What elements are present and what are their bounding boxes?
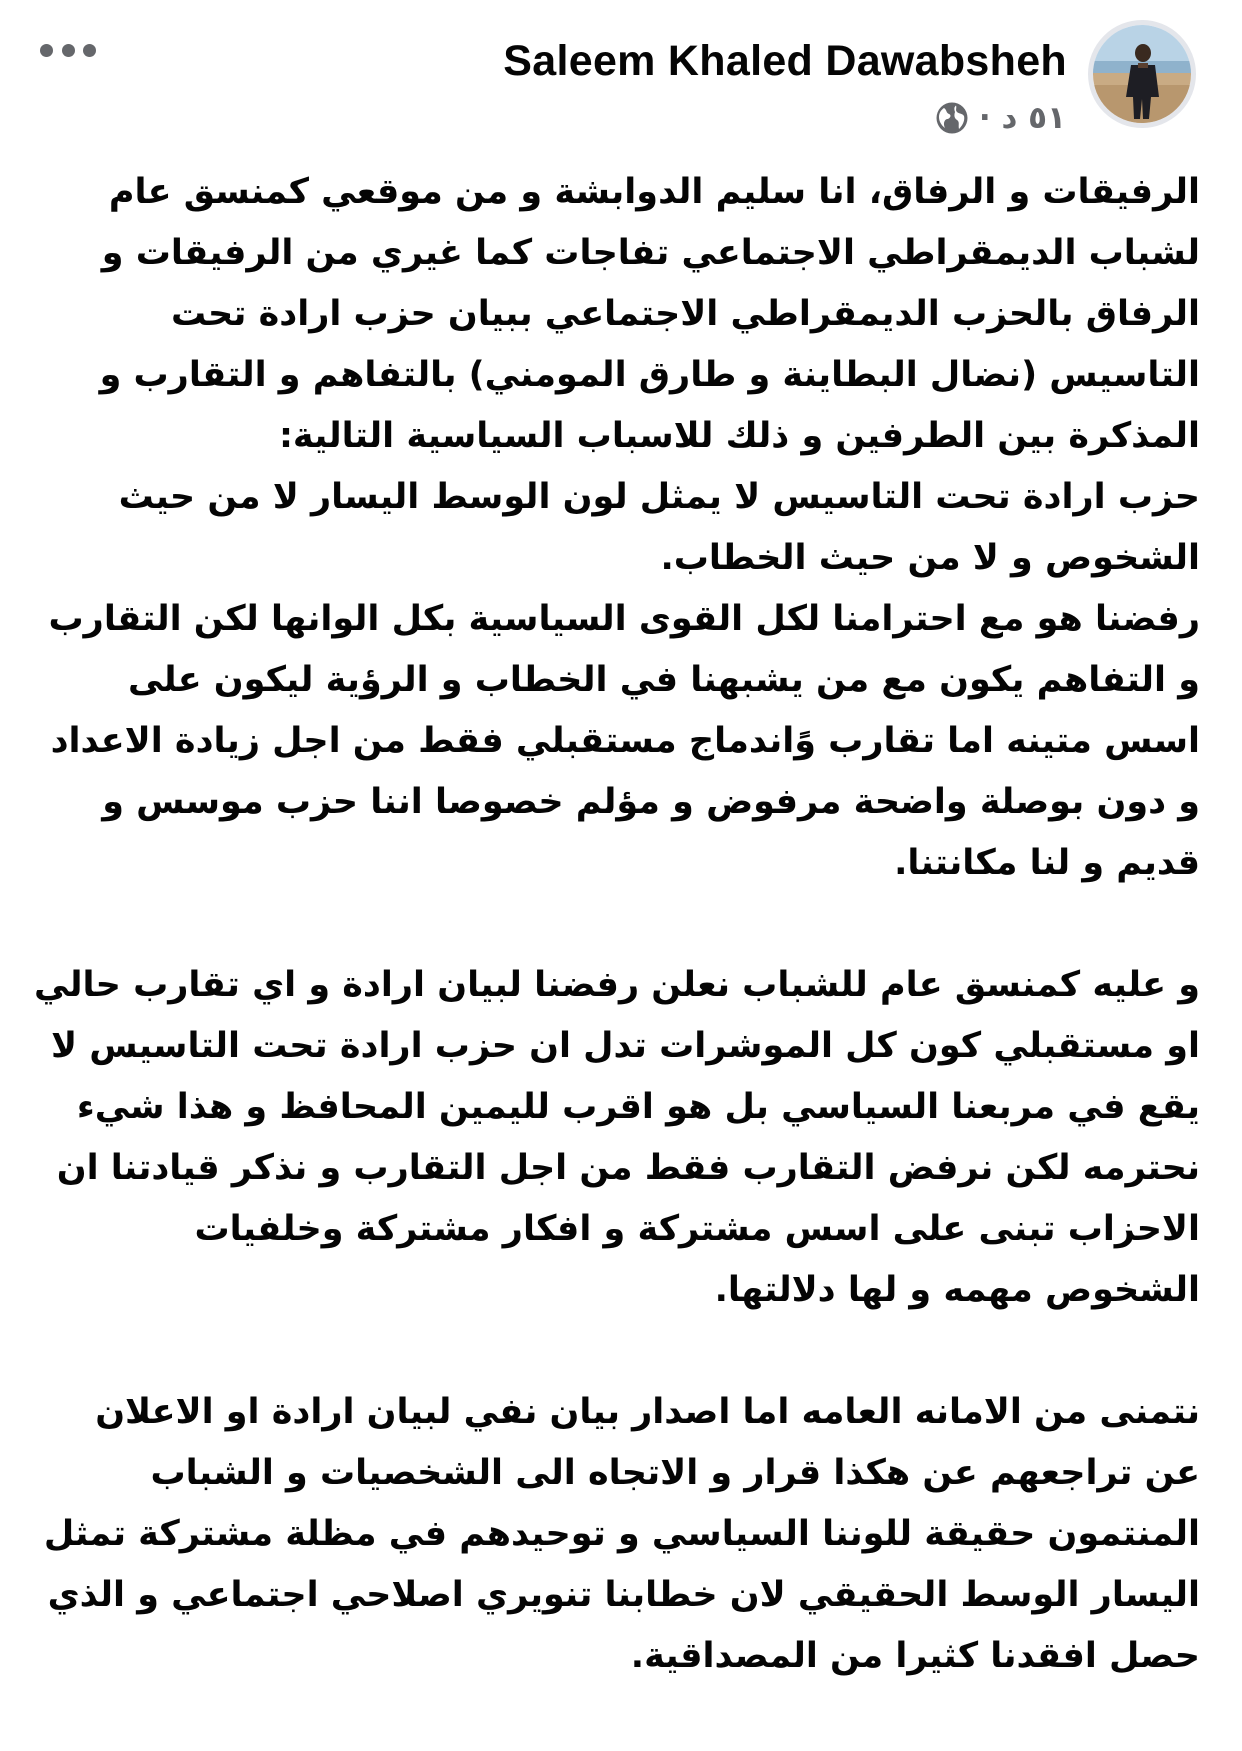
more-options-button[interactable] bbox=[40, 36, 96, 64]
post-meta bbox=[935, 98, 1066, 138]
post-paragraph: نتمنى من الامانه العامه اما اصدار بيان نفي لبيان ارادة او الاعلان عن تراجعهم عن هكذا قرار و الاتجاه الى الشخصيات و الشباب المنتمون حقيقة للوننا السياسي و توحيدهم في مظلة مشتركة تمثل اليسار الوسط الحقيقي لان خطابنا تنويري اصلاحي اجتماعي و الذي حصل افقدنا كثيرا من المصداقية. bbox=[43, 1392, 1200, 1676]
more-horizontal-icon bbox=[40, 44, 53, 57]
post-paragraph: رفضنا هو مع احترامنا لكل القوى السياسية بكل الوانها لكن التقارب و التفاهم يكون مع من يشبهنا في الخطاب و الرؤية ليكون على اسس متينه اما تقارب وًاندماج مستقبلي فقط من اجل زيادة الاعداد و دون بوصلة واضحة مرفوض و مؤلم خصوصا اننا حزب موسس و قديم و لنا مكانتنا. bbox=[48, 599, 1200, 883]
avatar[interactable] bbox=[1088, 20, 1196, 128]
post-paragraph: حزب ارادة تحت التاسيس لا يمثل لون الوسط اليسار لا من حيث الشخوص و لا من حيث الخطاب. bbox=[118, 477, 1200, 578]
globe-icon bbox=[935, 101, 969, 135]
profile-photo bbox=[1093, 25, 1191, 123]
more-horizontal-icon-dot bbox=[83, 44, 96, 57]
author-name[interactable]: Saleem Khaled Dawabsheh bbox=[503, 37, 1067, 85]
post-text bbox=[32, 162, 1200, 1687]
more-horizontal-icon-dot bbox=[62, 44, 75, 57]
post-time[interactable]: ٥١ د · bbox=[978, 100, 1066, 136]
post-paragraph: و عليه كمنسق عام للشباب نعلن رفضنا لبيان ارادة و اي تقارب حالي او مستقبلي كون كل الموشرات تدل ان حزب ارادة تحت التاسيس لا يقع في مربعنا السياسي بل هو اقرب لليمين المحافظ و هذا شيء نحترمه لكن نرفض التقارب فقط من اجل التقارب و نذكر قيادتنا ان الاحزاب تبنى على اسس مشتركة و افكار مشتركة وخلفيات الشخوص مهمه و لها دلالتها. bbox=[33, 965, 1200, 1310]
post-paragraph: الرفيقات و الرفاق، انا سليم الدوابشة و من موقعي كمنسق عام لشباب الديمقراطي الاجتماعي تفاجات كما غيري من الرفيقات و الرفاق بالحزب الديمقراطي الاجتماعي ببيان حزب ارادة تحت التاسيس (نضال البطاينة و طارق المومني) بالتفاهم و التقارب و المذكرة بين الطرفين و ذلك للاسباب السياسية التالية: bbox=[99, 172, 1200, 456]
post-header bbox=[0, 0, 1242, 150]
